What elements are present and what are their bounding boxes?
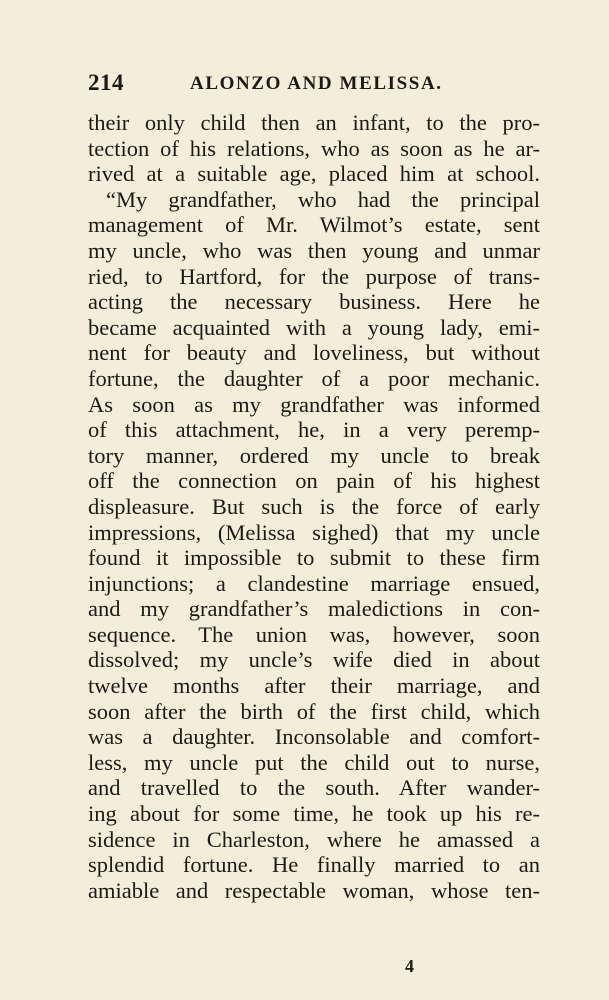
text-line: was a daughter. Inconsolable and comfort- [88,724,540,750]
text-line: “My grandfather, who had the principal [106,186,540,212]
body-text [88,110,540,903]
text-line: As soon as my grandfather was informed [88,391,540,417]
text-line: found it impossible to submit to these firm [88,545,540,571]
text-line: acting the necessary business. Here he [88,289,540,315]
page-number: 214 [88,70,124,95]
text-line: sidence in Charleston, where he amassed a [88,826,540,852]
text-line: soon after the birth of the first child, which [88,698,540,724]
text-line: and travelled to the south. After wander- [88,775,540,801]
running-head: ALONZO AND MELISSA. [190,73,443,94]
text-line: tory manner, ordered my uncle to break [88,442,540,468]
text-line: fortune, the daughter of a poor mechanic. [88,365,540,391]
text-line: off the connection on pain of his highest [88,468,540,494]
text-line: their only child then an infant, to the pro- [88,110,540,135]
text-line: and my grandfather’s maledictions in con- [88,596,540,622]
text-line: my uncle, who was then young and unmar [88,237,540,263]
text-line: impressions, (Melissa sighed) that my uncle [88,519,540,545]
text-line: splendid fortune. He finally married to an [88,852,540,878]
text-line: management of Mr. Wilmot’s estate, sent [88,212,540,238]
text-line: of this attachment, he, in a very peremp- [88,417,540,443]
text-line: ing about for some time, he took up his re- [88,801,540,827]
text-line: ried, to Hartford, for the purpose of trans- [88,263,540,289]
text-line: nent for beauty and loveliness, but without [88,340,540,366]
page-header [88,70,548,100]
text-line: rived at a suitable age, placed him at school. [88,161,540,187]
text-line: dissolved; my uncle’s wife died in about [88,647,540,673]
text-line: displeasure. But such is the force of early [88,493,540,519]
text-line: sequence. The union was, however, soon [88,621,540,647]
text-line: became acquainted with a young lady, emi- [88,314,540,340]
text-line: tection of his relations, who as soon as he ar- [88,135,540,161]
signature-mark: 4 [405,956,414,976]
text-line: less, my uncle put the child out to nurse, [88,749,540,775]
text-line: amiable and respectable woman, whose ten- [88,877,540,903]
text-line: twelve months after their marriage, and [88,673,540,699]
text-line: injunctions; a clandestine marriage ensued, [88,570,540,596]
